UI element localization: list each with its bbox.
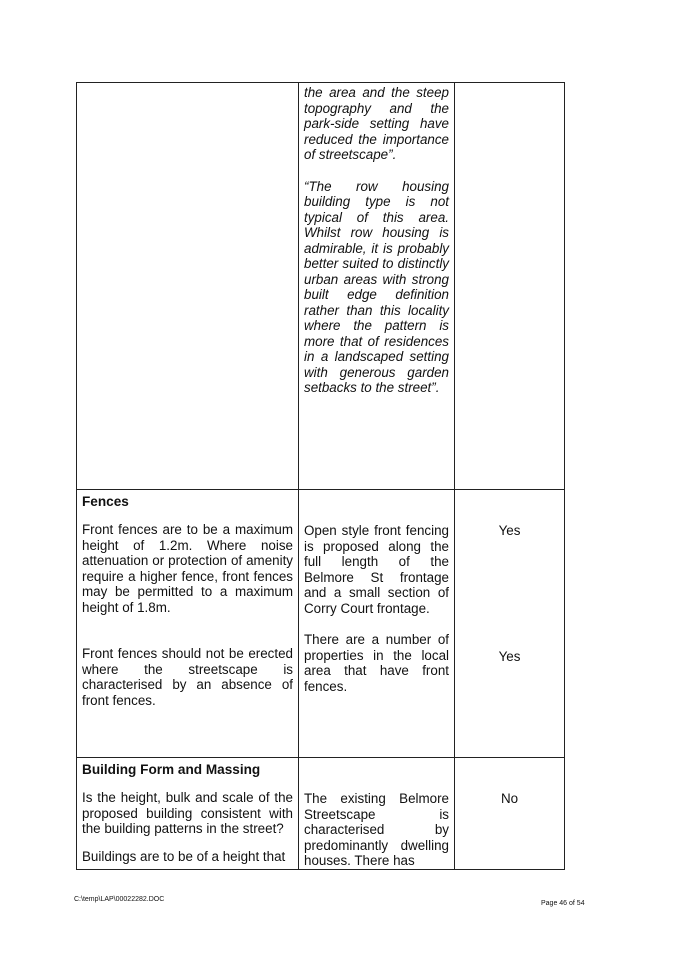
table-row (77, 83, 565, 490)
table-row (77, 490, 565, 758)
proposal-cell (299, 83, 455, 490)
complies-cell (455, 758, 565, 870)
height-bulk-control: Is the height, bulk and scale of the proposed building consistent with the building patterns in the street? (82, 790, 293, 836)
fence-absence-complies: Yes (498, 648, 521, 664)
table-row (77, 758, 565, 870)
control-cell (77, 83, 299, 490)
quote-continuation: the area and the steep topography and the park-side setting have reduced the importance of streetscape”. (304, 85, 449, 162)
quote-row-housing: “The row housing building type is not typical of this area. Whilst row housing is admirable, it is probably better suited to distinctly urban areas with strong built edge definition rather than this locality where the pattern is more that of residences in a landscaped setting with generous garden setbacks to the street”. (304, 178, 449, 395)
control-cell (77, 758, 299, 870)
belmore-streetscape-proposal: The existing Belmore Streetscape is characterised by predominantly dwelling houses. There has (304, 791, 449, 868)
complies-cell (455, 490, 565, 758)
fence-height-control: Front fences are to be a maximum height of 1.2m. Where noise attenuation or protection of amenity require a higher fence, front fences may be permitted to a maximum height of 1.8m. (82, 522, 293, 615)
footer-page-number: Page 46 of 54 (541, 900, 585, 907)
control-cell (77, 490, 299, 758)
footer-file-path: C:\temp\LAP\00022282.DOC (74, 896, 165, 903)
fence-height-complies: Yes (498, 523, 521, 538)
assessment-table (76, 82, 565, 870)
building-form-complies: No (500, 791, 519, 806)
fence-height-proposal: Open style front fencing is proposed along the full length of the Belmore St frontage and a small section of Corry Court frontage. (304, 523, 449, 616)
proposal-cell (299, 758, 455, 870)
proposal-cell (299, 490, 455, 758)
section-heading-building-form: Building Form and Massing (82, 762, 261, 777)
section-heading-fences: Fences (82, 494, 129, 509)
fence-absence-control: Front fences should not be erected where the streetscape is characterised by an absence of front fences. (82, 646, 293, 708)
building-height-control: Buildings are to be of a height that (82, 848, 286, 864)
fence-absence-proposal: There are a number of properties in the local area that have front fences. (304, 632, 449, 694)
complies-cell (455, 83, 565, 490)
